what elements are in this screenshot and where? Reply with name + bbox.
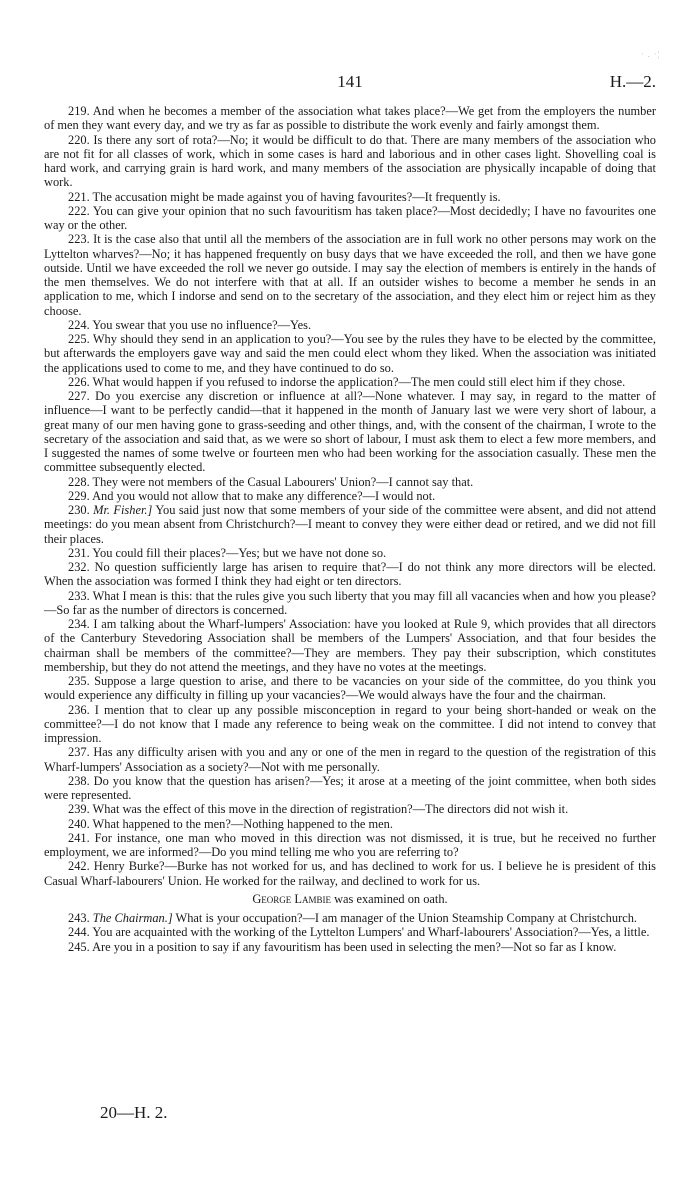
question-paragraph: 222. You can give your opinion that no such favouritism has taken place?—Most decidedly; I have no favourites one way or the other. — [44, 203, 656, 232]
question-paragraph: 235. Suppose a large question to arise, and there to be vacancies on your side of the committee, do you think you would experience any difficulty in filling up your vacancies?—We would always have the four and the chairman. — [44, 674, 656, 703]
question-paragraph: 242. Henry Burke?—Burke has not worked for us, and has declined to work for us. I believe he is president of this Casual Wharf-labourers' Union. He worked for the railway, and declined to work for us. — [44, 859, 656, 888]
question-paragraph: 229. And you would not allow that to make any difference?—I would not. — [68, 488, 436, 503]
testimony-section-1 — [44, 104, 656, 503]
testimony-body — [44, 104, 656, 954]
question-paragraph: 245. Are you in a position to say if any favouritism has been used in selecting the men?—Not so far as I know. — [68, 939, 617, 954]
testimony-section-2 — [44, 546, 656, 888]
question-paragraph: 241. For instance, one man who moved in this direction was not dismissed, it is true, but he received no further employment, we are informed?—Do you mind telling me who you are referring to? — [44, 830, 656, 859]
question-paragraph: 237. Has any difficulty arisen with you and any or one of the men in regard to the question of the registration of this Wharf-lumpers' Association as a society?—Not with me personally. — [44, 745, 656, 774]
question-paragraph: 221. The accusation might be made against you of having favourites?—It frequently is. — [68, 189, 501, 204]
page-number: 141 — [337, 72, 363, 91]
question-paragraph: 224. You swear that you use no influence?—Yes. — [68, 317, 312, 332]
question-paragraph: 227. Do you exercise any discretion or influence at all?—None whatever. I may say, in regard to the matter of influence—I want to be perfectly candid—that it happened in the month of January last we were very short of labour, a great many of our men having gone to grass-seeding and other things, and, with the consent of the chairman, I wrote to the secretary of the association and said that, as we were so short of labour, I must ask them to elect a few more members, and I suggested the names of some twelve or fourteen men who had been working for the association casually. These men the committee subsequently elected. — [44, 389, 656, 475]
witness-heading-text: was examined on oath. — [334, 891, 448, 906]
question-paragraph: 236. I mention that to clear up any possible misconception in regard to your being short-handed or weak on the committee?—I do not know that I made any reference to being weak on the committee. I did not intend to convey that impression. — [44, 702, 656, 745]
question-text: You said just now that some members of your side of the committee were absent, and did not attend meetings: do you mean absent from Christchurch?—I meant to convey they were either dead or retired, and we did not fill their places. — [44, 503, 656, 546]
question-paragraph: 231. You could fill their places?—Yes; but we have not done so. — [68, 545, 387, 560]
question-paragraph: 238. Do you know that the question has arisen?—Yes; it arose at a meeting of the joint committee, when both sides were represented. — [44, 773, 656, 802]
question-paragraph: 240. What happened to the men?—Nothing happened to the men. — [68, 816, 393, 831]
speaker-label: Mr. Fisher.] — [93, 503, 153, 517]
footer-reference: 20—H. 2. — [100, 1103, 168, 1122]
witness-name: George Lambie — [252, 891, 331, 906]
question-paragraph: 223. It is the case also that until all the members of the association are in full work no other persons may work on the Lyttelton wharves?—No; it has happened frequently on busy days that we have exceeded the roll, and then we have gone outside. Until we have exceeded the roll we never go outside. I may say the election of members is entirely in the hands of the men themselves. We do not interfere with that at all. If an outsider wishes to become a member he sends in an application to me, which I indorse and send on to the secretary of the association, and they elect him or reject him as they choose. — [44, 232, 656, 318]
question-paragraph: 234. I am talking about the Wharf-lumpers' Association: have you looked at Rule 9, which provides that all directors of the Canterbury Stevedoring Association shall be members of the Lumpers' Association, and that four besides the chairman shall be members of the committee?—They are members. They pay their subscription, which constitutes membership, but they do not attend the meetings, and they have no votes at the meetings. — [44, 617, 656, 674]
question-paragraph: 232. No question sufficiently large has arisen to require that?—I do not think any more directors will be elected. When the association was formed I think they had eight or ten directors. — [44, 560, 656, 589]
document-reference: H.—2. — [609, 72, 656, 91]
question-paragraph: 225. Why should they send in an application to you?—You see by the rules they have to be elected by the committee, but afterwards the employers gave way and said the men could elect whom they liked. When the association was initiated the applications used to come to me, and they have continued to do so. — [44, 332, 656, 375]
question-paragraph: 244. You are acquainted with the working of the Lyttelton Lumpers' and Wharf-labourers' Association?—Yes, a little. — [68, 925, 650, 940]
question-number: 230. — [68, 503, 90, 517]
speaker-label: The Chairman.] — [92, 911, 173, 925]
question-paragraph: 228. They were not members of the Casual Labourers' Union?—I cannot say that. — [68, 474, 474, 489]
witness-heading — [44, 892, 656, 906]
question-number: 243. — [68, 911, 90, 925]
question-paragraph: 233. What I mean is this: that the rules give you such liberty that you may fill all vacancies when and how you please?—So far as the number of directors is concerned. — [44, 588, 656, 617]
question-paragraph: 219. And when he becomes a member of the association what takes place?—We get from the employers the number of men they want every day, and we try as far as possible to distribute the work evenly and fairly amongst them. — [44, 104, 656, 133]
testimony-section-3 — [44, 925, 656, 954]
question-text: What is your occupation?—I am manager of the Union Steamship Company at Christchurch. — [175, 911, 637, 925]
question-paragraph: 239. What was the effect of this move in the direction of registration?—The directors did not wish it. — [68, 802, 569, 817]
question-230 — [44, 503, 656, 546]
question-paragraph: 226. What would happen if you refused to indorse the application?—The men could still elect him if they chose. — [68, 374, 626, 389]
question-paragraph: 220. Is there any sort of rota?—No; it would be difficult to do that. There are many members of the association who are not fit for all classes of work, which in some cases is hard and laborious and in other cases light. Shovelling coal is hard work, and carrying grain is hard work, and many members of the association are physically incapable of doing that work. — [44, 132, 656, 190]
question-243 — [44, 911, 656, 925]
corner-mark: · . ·¦ — [641, 50, 660, 59]
